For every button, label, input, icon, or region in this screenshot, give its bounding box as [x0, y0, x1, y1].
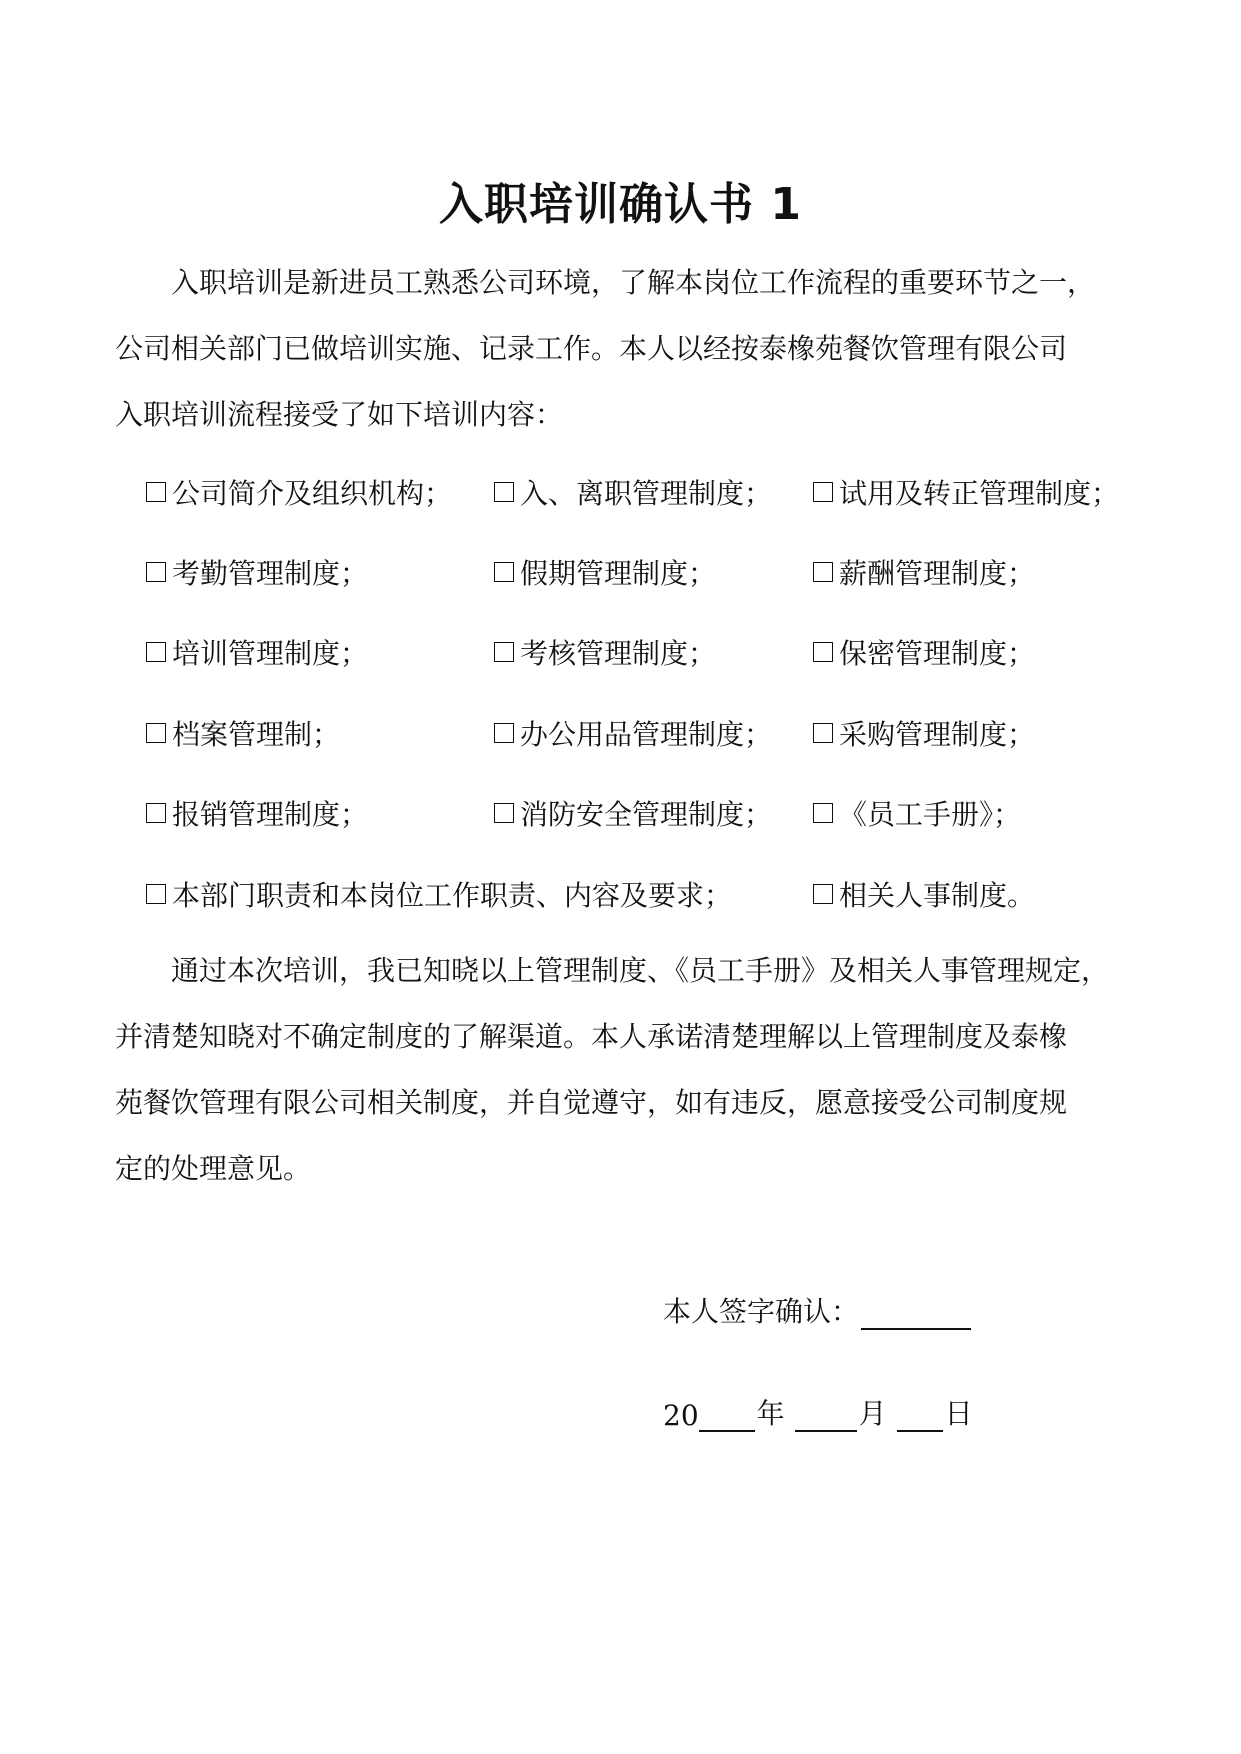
- day-field[interactable]: [897, 1402, 943, 1432]
- checklist-row: [0, 872, 1241, 916]
- checklist-item: [494, 550, 716, 594]
- checkbox[interactable]: [494, 803, 514, 823]
- checkbox[interactable]: [146, 482, 166, 502]
- checkbox[interactable]: [494, 723, 514, 743]
- checkbox[interactable]: [813, 562, 833, 582]
- checkbox[interactable]: [813, 482, 833, 502]
- checklist-item-label: 本部门职责和本岗位工作职责、内容及要求；: [172, 879, 733, 912]
- checklist-item: [813, 872, 1035, 916]
- checklist-item: [494, 711, 772, 755]
- checkbox[interactable]: [813, 803, 833, 823]
- checklist-row: [0, 630, 1241, 674]
- signature-label: 本人签字确认：: [663, 1295, 860, 1328]
- checkbox[interactable]: [813, 642, 833, 662]
- checklist-item: [146, 791, 368, 835]
- checklist-item-label: 薪酬管理制度；: [839, 557, 1036, 590]
- checklist-item: [494, 791, 772, 835]
- checklist-item-label: 保密管理制度；: [839, 637, 1036, 670]
- checklist-item: [813, 791, 1021, 835]
- year-prefix: 20: [663, 1399, 699, 1432]
- checklist-item-label: 相关人事制度。: [839, 879, 1036, 912]
- checklist-item: [146, 630, 368, 674]
- signature-field[interactable]: [861, 1300, 971, 1330]
- year-field[interactable]: [699, 1402, 755, 1432]
- checklist-item: [813, 550, 1035, 594]
- checklist-item-label: 公司简介及组织机构；: [172, 477, 453, 510]
- checkbox[interactable]: [146, 803, 166, 823]
- checklist-row: [0, 791, 1241, 835]
- checklist-item: [813, 470, 1119, 514]
- checkbox[interactable]: [146, 884, 166, 904]
- commitment-line: 苑餐饮管理有限公司相关制度，并自觉遵守，如有违反，愿意接受公司制度规: [115, 1086, 1068, 1119]
- intro-line: 入职培训是新进员工熟悉公司环境，了解本岗位工作流程的重要环节之一，: [171, 266, 1096, 299]
- commitment-line: 通过本次培训，我已知晓以上管理制度、《员工手册》及相关人事管理规定，: [171, 954, 1110, 987]
- intro-line: 公司相关部门已做培训实施、记录工作。本人以经按泰橡苑餐饮管理有限公司: [115, 332, 1068, 365]
- checklist-item: [813, 630, 1035, 674]
- checklist-item-label: 考核管理制度；: [520, 637, 717, 670]
- checklist-item-label: 考勤管理制度；: [172, 557, 369, 590]
- checklist-item-label: 办公用品管理制度；: [520, 718, 773, 751]
- commitment-paragraph: [115, 938, 1125, 1202]
- year-label: 年: [756, 1397, 785, 1430]
- checklist-item: [146, 711, 340, 755]
- checklist-item-label: 《员工手册》；: [839, 798, 1022, 831]
- checklist-item: [146, 550, 368, 594]
- checkbox[interactable]: [494, 562, 514, 582]
- day-label: 日: [944, 1397, 973, 1430]
- checkbox[interactable]: [813, 723, 833, 743]
- intro-line: 入职培训流程接受了如下培训内容：: [115, 398, 564, 431]
- date-row: [663, 1392, 973, 1432]
- checklist-item-label: 档案管理制；: [172, 718, 341, 751]
- checkbox[interactable]: [146, 642, 166, 662]
- document-title: 入职培训确认书 1: [439, 179, 802, 230]
- checklist-item-label: 入、离职管理制度；: [520, 477, 773, 510]
- checklist-row: [0, 711, 1241, 755]
- checkbox[interactable]: [494, 482, 514, 502]
- checklist-item: [146, 872, 732, 916]
- checklist-item: [494, 470, 772, 514]
- checklist-item-label: 试用及转正管理制度；: [839, 477, 1120, 510]
- checkbox[interactable]: [146, 723, 166, 743]
- commitment-line: 定的处理意见。: [115, 1152, 312, 1185]
- month-field[interactable]: [795, 1402, 857, 1432]
- checklist-row: [0, 470, 1241, 514]
- checkbox[interactable]: [813, 884, 833, 904]
- checklist-item-label: 报销管理制度；: [172, 798, 369, 831]
- checklist-item: [494, 630, 716, 674]
- checklist-item-label: 培训管理制度；: [172, 637, 369, 670]
- checklist-row: [0, 550, 1241, 594]
- checklist-item: [813, 711, 1035, 755]
- checklist-item-label: 采购管理制度；: [839, 718, 1036, 751]
- signature-row: [663, 1290, 971, 1330]
- checkbox[interactable]: [146, 562, 166, 582]
- checklist-item-label: 消防安全管理制度；: [520, 798, 773, 831]
- month-label: 月: [858, 1397, 887, 1430]
- checkbox[interactable]: [494, 642, 514, 662]
- checklist-item-label: 假期管理制度；: [520, 557, 717, 590]
- checklist-item: [146, 470, 452, 514]
- commitment-line: 并清楚知晓对不确定制度的了解渠道。本人承诺清楚理解以上管理制度及泰橡: [115, 1020, 1068, 1053]
